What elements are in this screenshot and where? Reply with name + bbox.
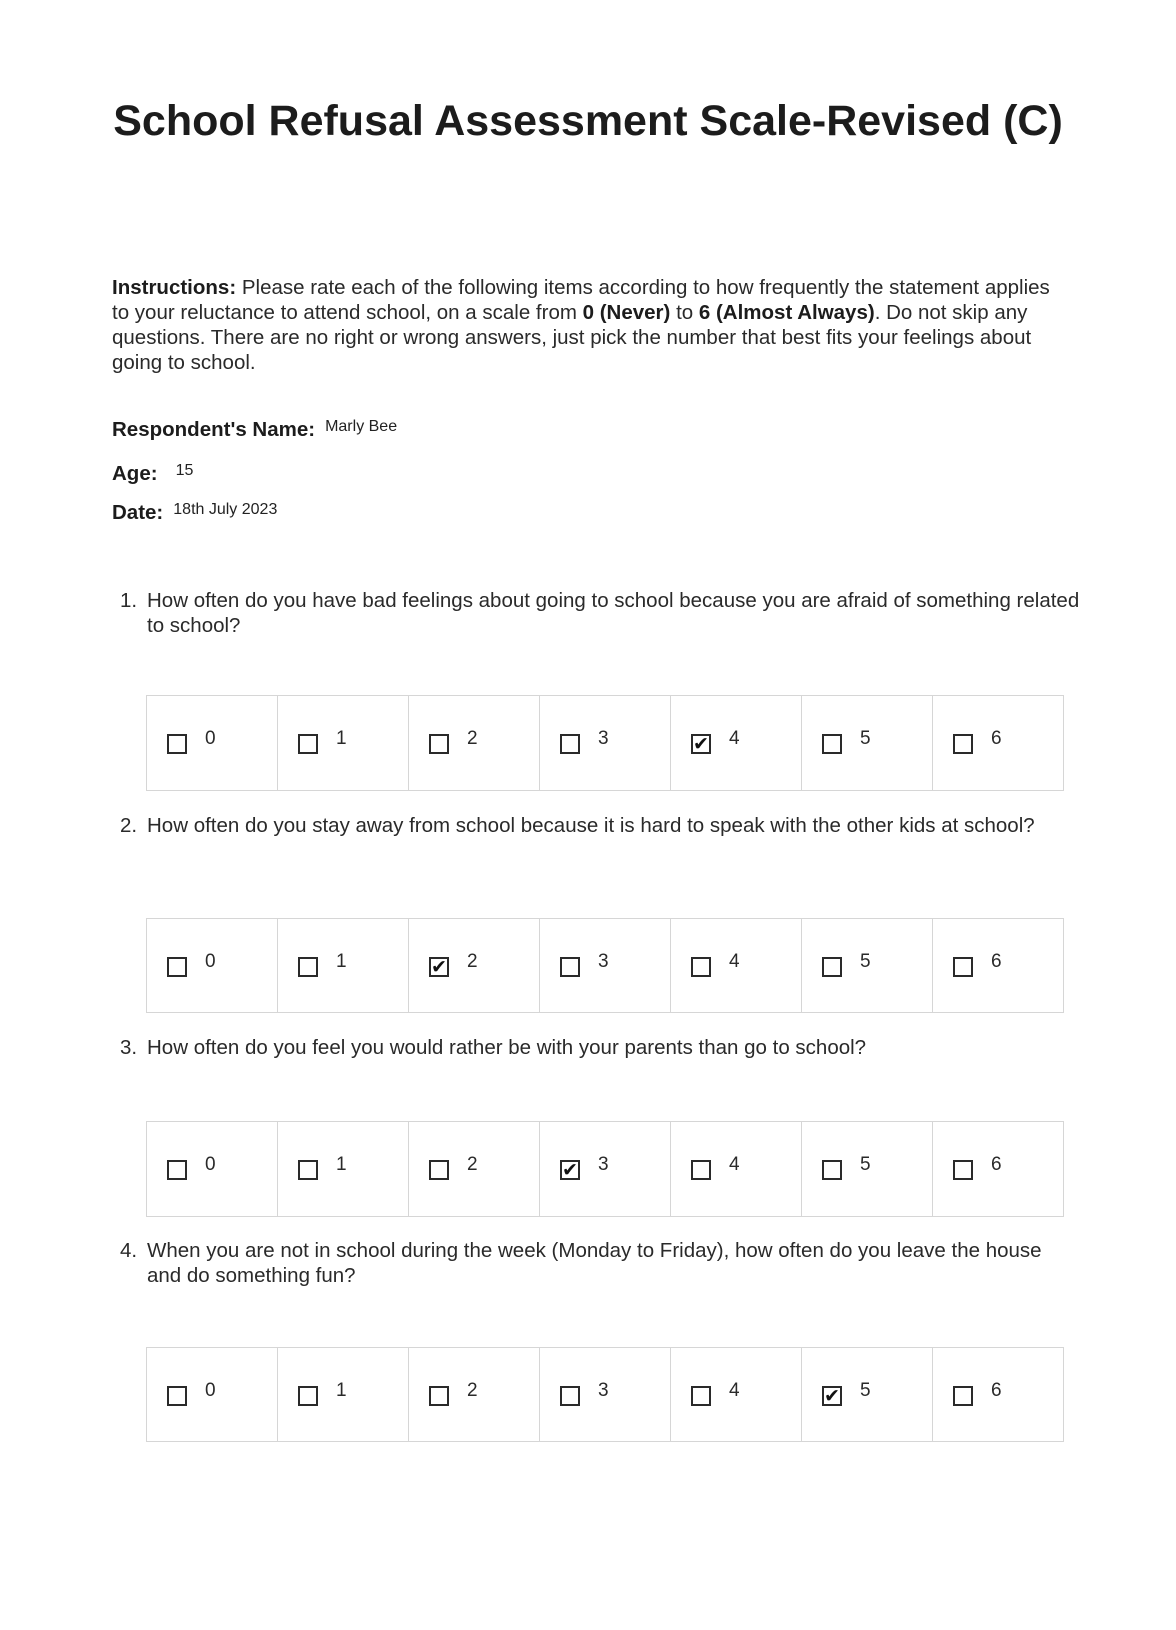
checkbox[interactable] [691,957,711,977]
rating-option-label: 2 [467,1154,478,1175]
rating-option-label: 1 [336,728,347,749]
rating-option-label: 0 [205,1380,216,1401]
rating-option-5[interactable] [801,696,932,790]
rating-option-1[interactable] [277,919,408,1012]
rating-option-label: 6 [991,1380,1002,1401]
rating-option-3[interactable] [539,1348,670,1441]
rating-option-label: 0 [205,951,216,972]
instructions-text: Please rate each of the following items according to how frequently the statement applies to your reluctance to attend school, on a scale from [112,276,1050,324]
rating-option-label: 2 [467,951,478,972]
rating-option-label: 6 [991,951,1002,972]
date-label: Date: [112,501,164,524]
checkbox[interactable] [953,1160,973,1180]
rating-option-label: 3 [598,728,609,749]
rating-option-label: 2 [467,728,478,749]
rating-option-label: 6 [991,728,1002,749]
checkbox[interactable] [822,1160,842,1180]
rating-option-3[interactable] [539,919,670,1012]
rating-option-0[interactable] [147,696,277,790]
checkbox[interactable] [560,957,580,977]
rating-option-2[interactable] [408,1122,539,1216]
checkbox[interactable] [691,1386,711,1406]
checkbox[interactable] [167,1160,187,1180]
question-number: 4. [120,1239,138,1262]
rating-option-2[interactable] [408,919,539,1012]
checkbox[interactable] [167,1386,187,1406]
question-2 [120,813,1080,838]
rating-option-3[interactable] [539,1122,670,1216]
checkbox[interactable] [953,734,973,754]
rating-option-label: 1 [336,951,347,972]
checkbox-checked[interactable]: ✔ [560,1160,580,1180]
question-number: 3. [120,1036,138,1059]
rating-option-label: 3 [598,1154,609,1175]
question-text: When you are not in school during the week (Monday to Friday), how often do you leave the house and do something fun? [147,1239,1042,1287]
respondent-name-field [112,418,397,442]
rating-option-0[interactable] [147,919,277,1012]
rating-option-6[interactable] [932,1122,1063,1216]
checkbox-checked[interactable]: ✔ [822,1386,842,1406]
rating-option-5[interactable] [801,1348,932,1441]
checkbox[interactable] [429,734,449,754]
age-value[interactable]: 15 [175,462,194,479]
rating-scale-3 [146,1121,1064,1217]
rating-option-label: 6 [991,1154,1002,1175]
question-4 [120,1238,1080,1288]
checkbox[interactable] [822,957,842,977]
rating-option-1[interactable] [277,696,408,790]
age-label: Age: [112,462,158,485]
rating-option-label: 2 [467,1380,478,1401]
rating-option-label: 1 [336,1154,347,1175]
checkbox[interactable] [167,957,187,977]
rating-option-1[interactable] [277,1348,408,1441]
rating-option-label: 5 [860,728,871,749]
rating-option-label: 4 [729,951,740,972]
checkbox[interactable] [298,957,318,977]
instructions-text: . Do not skip any questions. There are no right or wrong answers, just pick the number that best fits your feelings about going to school. [112,301,1032,374]
checkbox[interactable] [298,1386,318,1406]
checkbox-checked[interactable]: ✔ [691,734,711,754]
rating-option-label: 5 [860,1154,871,1175]
rating-option-0[interactable] [147,1122,277,1216]
rating-option-label: 4 [729,1154,740,1175]
rating-option-4[interactable] [670,1122,801,1216]
rating-option-2[interactable] [408,696,539,790]
page-title: School Refusal Assessment Scale-Revised (C) [113,97,1063,145]
rating-option-5[interactable] [801,1122,932,1216]
rating-option-4[interactable] [670,919,801,1012]
scale-min: 0 (Never) [582,301,671,324]
rating-option-4[interactable] [670,696,801,790]
scale-max: 6 (Almost Always) [698,301,875,324]
question-number: 2. [120,814,138,837]
rating-option-label: 1 [336,1380,347,1401]
rating-option-label: 3 [598,951,609,972]
question-3 [120,1035,1080,1060]
checkbox-checked[interactable]: ✔ [429,957,449,977]
rating-scale-4 [146,1347,1064,1442]
rating-scale-2 [146,918,1064,1013]
respondent-name-value[interactable]: Marly Bee [325,418,398,435]
question-text: How often do you feel you would rather be with your parents than go to school? [147,1036,867,1059]
rating-option-6[interactable] [932,1348,1063,1441]
question-number: 1. [120,589,138,612]
age-field [112,462,193,486]
checkbox[interactable] [560,734,580,754]
rating-option-2[interactable] [408,1348,539,1441]
rating-option-label: 0 [205,1154,216,1175]
rating-option-0[interactable] [147,1348,277,1441]
rating-option-label: 4 [729,1380,740,1401]
instructions-lead: Instructions: [112,276,237,299]
rating-option-label: 5 [860,951,871,972]
question-text: How often do you stay away from school because it is hard to speak with the other kids at school? [147,814,1035,837]
checkbox[interactable] [429,1160,449,1180]
rating-option-1[interactable] [277,1122,408,1216]
rating-option-label: 3 [598,1380,609,1401]
checkbox[interactable] [953,1386,973,1406]
date-field [112,501,277,525]
rating-option-3[interactable] [539,696,670,790]
checkbox[interactable] [298,734,318,754]
checkbox[interactable] [691,1160,711,1180]
checkbox[interactable] [298,1160,318,1180]
rating-option-6[interactable] [932,919,1063,1012]
instructions [112,275,1072,375]
instructions-text: to [670,301,699,324]
checkbox[interactable] [167,734,187,754]
date-value[interactable]: 18th July 2023 [173,501,278,518]
rating-option-label: 0 [205,728,216,749]
rating-option-label: 4 [729,728,740,749]
question-1 [120,588,1080,638]
rating-scale-1 [146,695,1064,791]
checkbox[interactable] [953,957,973,977]
checkbox[interactable] [822,734,842,754]
rating-option-6[interactable] [932,696,1063,790]
question-text: How often do you have bad feelings about going to school because you are afraid of something related to school? [147,589,1080,637]
checkbox[interactable] [429,1386,449,1406]
rating-option-label: 5 [860,1380,871,1401]
rating-option-4[interactable] [670,1348,801,1441]
respondent-name-label: Respondent's Name: [112,418,316,441]
rating-option-5[interactable] [801,919,932,1012]
checkbox[interactable] [560,1386,580,1406]
